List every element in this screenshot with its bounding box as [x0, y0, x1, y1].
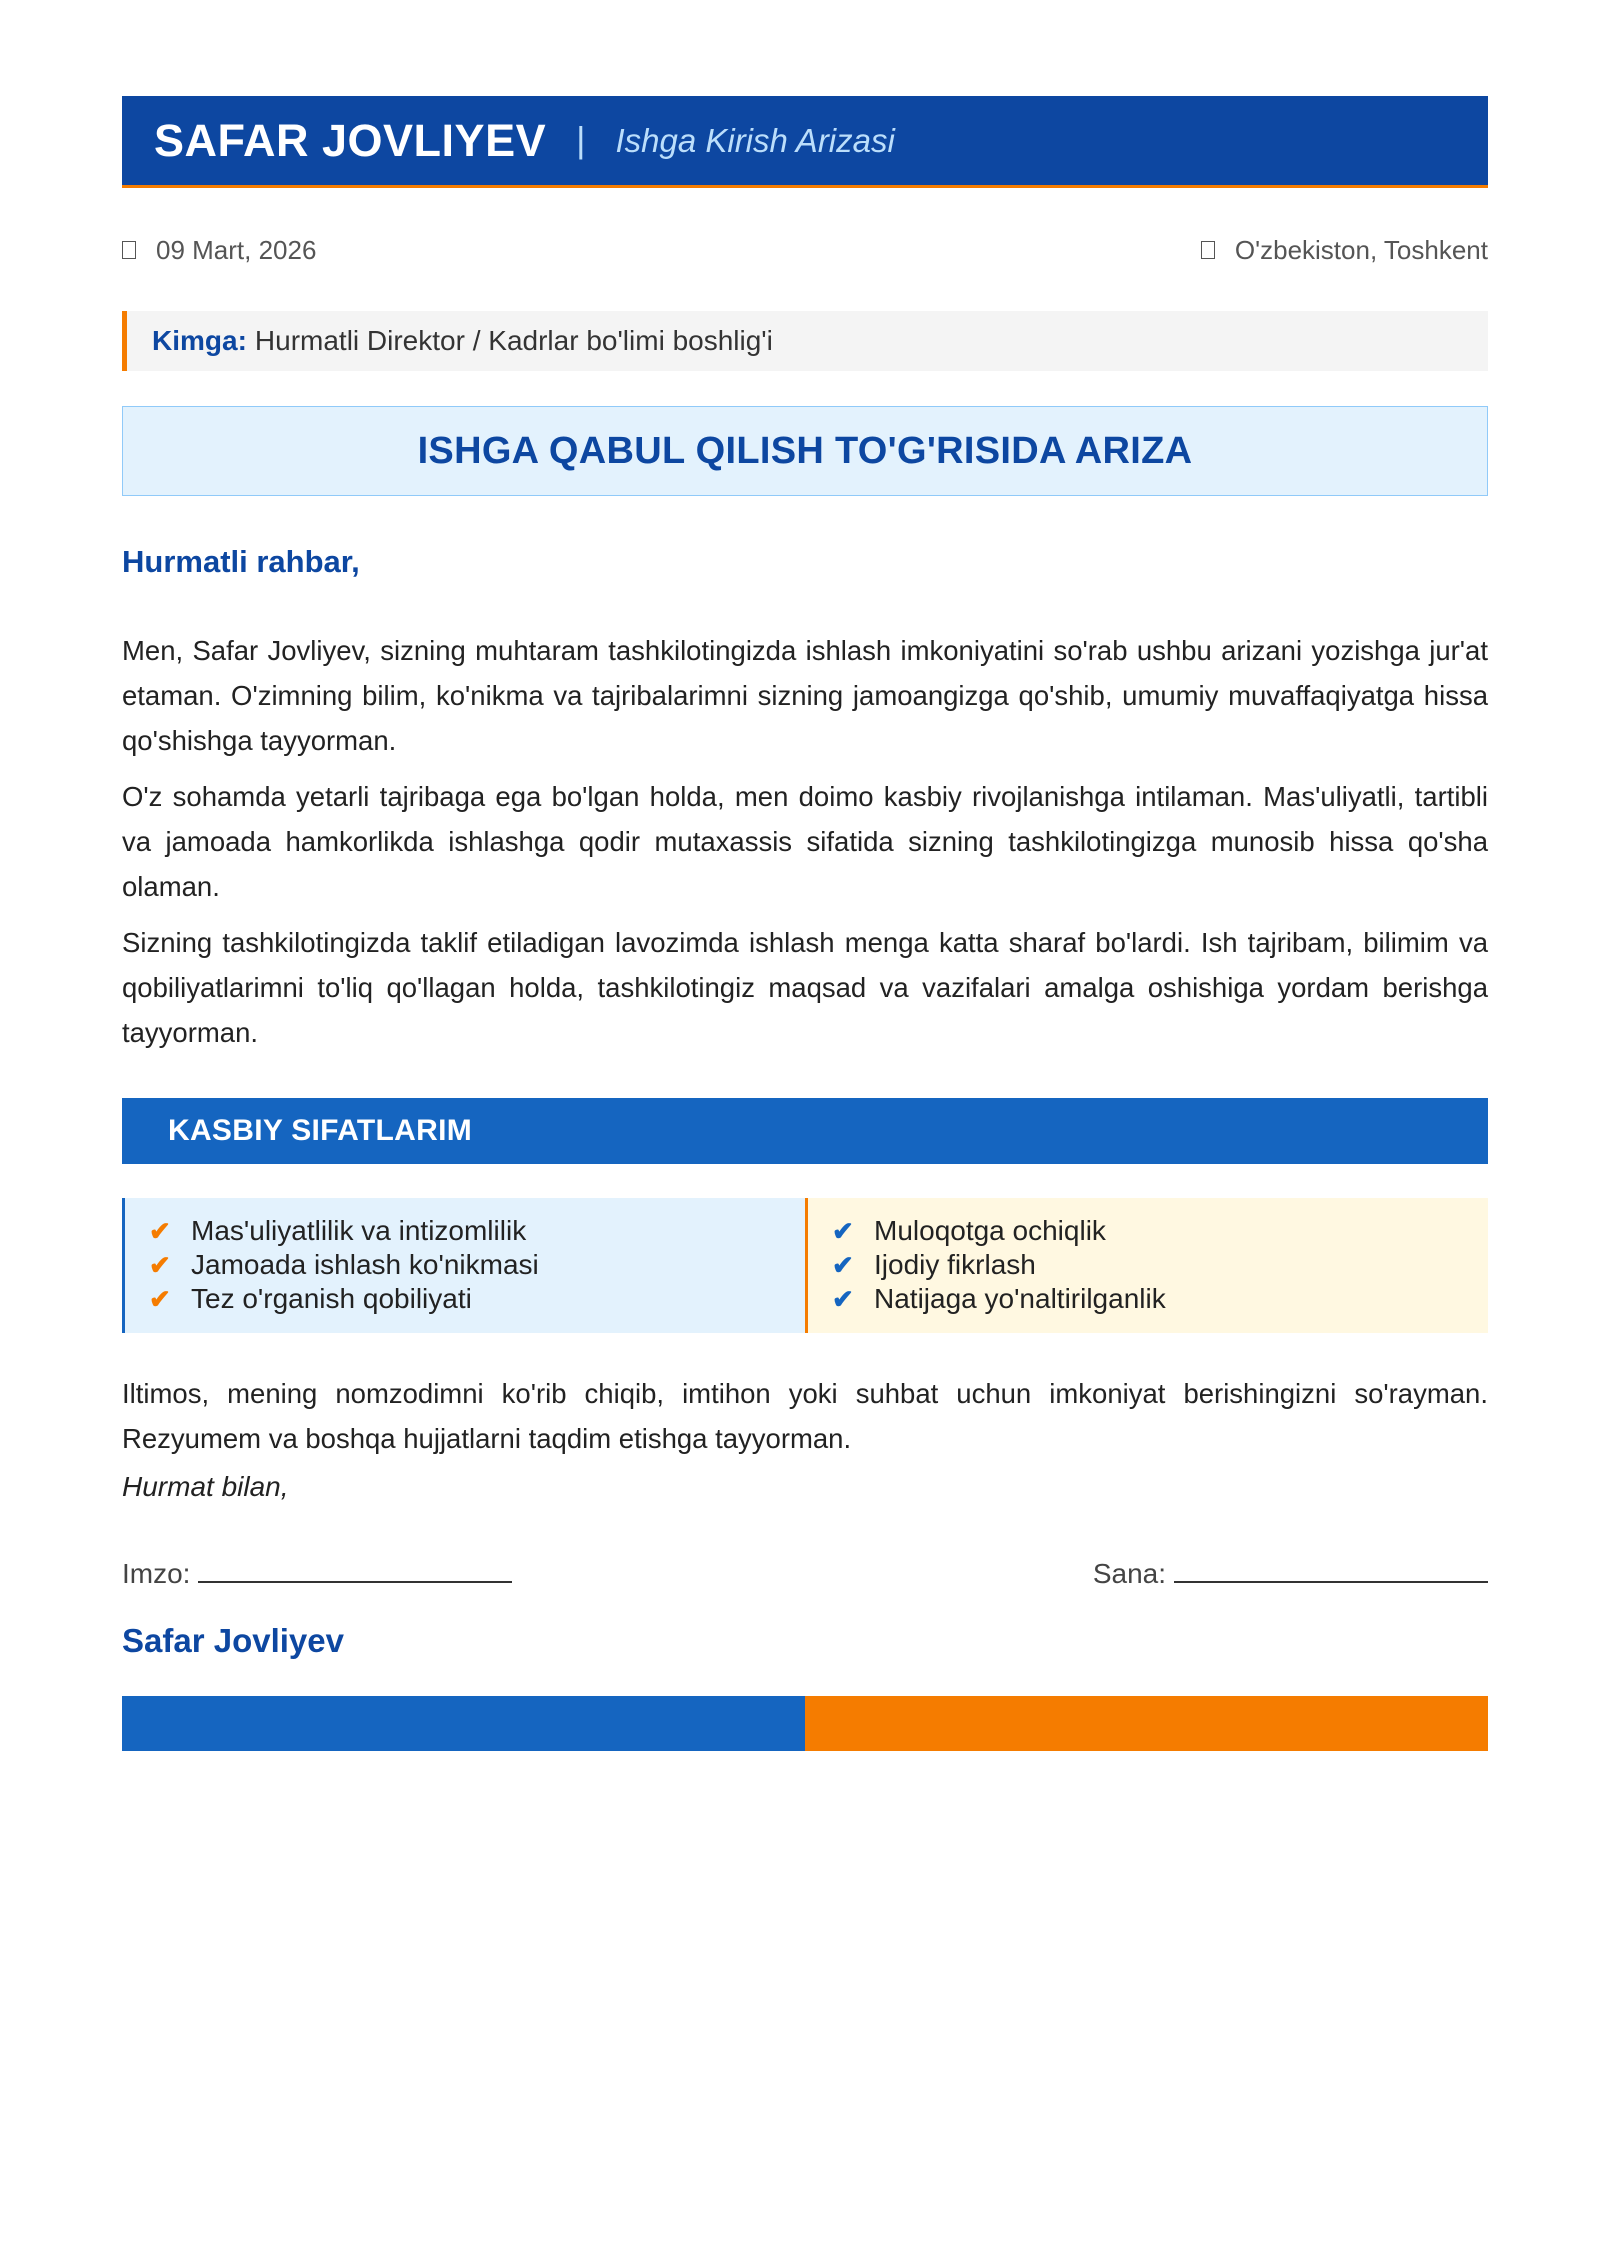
skills-column-left: [122, 1198, 805, 1333]
skill-label: Tez o'rganish qobiliyati: [191, 1283, 472, 1314]
recipient-label: Kimga:: [152, 325, 247, 356]
header-banner: [122, 96, 1488, 188]
signer-name: Safar Jovliyev: [122, 1622, 344, 1659]
document-date: 09 Mart, 2026: [156, 234, 317, 265]
skill-item: [832, 1248, 1488, 1282]
body-paragraph: Men, Safar Jovliyev, sizning muhtaram tashkilotingizda ishlash imkoniyatini so'rab ushbu arizani yozishga jur'at etaman. O'zimning bilim, ko'nikma va tajribalarimni sizning jamoangizga qo'shib, umumiy muvaffaqiyatga hissa qo'shishga tayyorman.: [122, 635, 1488, 756]
header-separator: |: [576, 118, 586, 160]
date-field: [1093, 1555, 1488, 1590]
location-icon: [1201, 241, 1215, 259]
title-box: [122, 406, 1488, 496]
skills-grid: [122, 1198, 1488, 1333]
check-icon: ✔: [832, 1249, 854, 1280]
skill-label: Ijodiy fikrlash: [874, 1249, 1036, 1280]
check-icon: ✔: [832, 1215, 854, 1246]
skills-section-title: KASBIY SIFATLARIM: [168, 1114, 473, 1147]
body-paragraph: O'z sohamda yetarli tajribaga ega bo'lgan holda, men doimo kasbiy rivojlanishga intilaman. Mas'uliyatli, tartibli va jamoada hamkorlikda ishlashga qodir mutaxassis sifatida sizning tashkilotingizga munosib hissa qo'sha olaman.: [122, 781, 1488, 902]
skill-label: Natijaga yo'naltirilganlik: [874, 1283, 1166, 1314]
check-icon: ✔: [149, 1215, 171, 1246]
skill-item: [149, 1282, 805, 1316]
check-icon: ✔: [832, 1283, 854, 1314]
recipient-value: Hurmatli Direktor / Kadrlar bo'limi boshlig'i: [254, 325, 773, 356]
date-item: [122, 235, 316, 266]
skill-item: [149, 1214, 805, 1248]
closing-regards: Hurmat bilan,: [122, 1471, 289, 1502]
skills-column-right: [805, 1198, 1488, 1333]
footer-bar-orange: [805, 1696, 1488, 1751]
recipient-box: [122, 311, 1488, 371]
check-icon: ✔: [149, 1283, 171, 1314]
date-label: Sana:: [1092, 1558, 1166, 1589]
body-paragraph: Sizning tashkilotingizda taklif etiladigan lavozimda ishlash menga katta sharaf bo'lardi. Ish tajribam, bilimim va qobiliyatlarimni to'liq qo'llagan holda, tashkilotingiz maqsad va vazifalari amalga oshishiga yordam berishga tayyorman.: [122, 927, 1488, 1048]
skill-item: [832, 1282, 1488, 1316]
date-line: [1174, 1555, 1488, 1583]
skill-item: [149, 1248, 805, 1282]
check-icon: ✔: [149, 1249, 171, 1280]
skill-label: Mas'uliyatlilik va intizomlilik: [191, 1215, 527, 1246]
document-title: ISHGA QABUL QILISH TO'G'RISIDA ARIZA: [417, 429, 1193, 472]
calendar-icon: [122, 241, 136, 259]
skill-label: Muloqotga ochiqlik: [874, 1215, 1106, 1246]
location-item: [1201, 235, 1488, 266]
skill-item: [832, 1214, 1488, 1248]
greeting: Hurmatli rahbar,: [122, 544, 360, 579]
footer-bar: [122, 1696, 1488, 1751]
document-subtitle: Ishga Kirish Arizasi: [615, 121, 895, 159]
footer-bar-blue: [122, 1696, 805, 1751]
application-letter: [122, 96, 1488, 1751]
applicant-name: SAFAR JOVLIYEV: [154, 114, 547, 166]
signature-field: [122, 1555, 512, 1590]
signature-line: [198, 1555, 512, 1583]
letter-body: [122, 628, 1488, 1055]
closing-section: [122, 1371, 1488, 1503]
document-location: O'zbekiston, Toshkent: [1234, 234, 1488, 265]
signature-row: [122, 1555, 1488, 1590]
skills-section-header: [122, 1098, 1488, 1164]
meta-row: [122, 232, 1488, 268]
closing-paragraph: Iltimos, mening nomzodimni ko'rib chiqib, imtihon yoki suhbat uchun imkoniyat berishingizni so'rayman. Rezyumem va boshqa hujjatlarni taqdim etishga tayyorman.: [122, 1378, 1488, 1454]
signature-label: Imzo:: [122, 1558, 191, 1589]
skill-label: Jamoada ishlash ko'nikmasi: [191, 1249, 539, 1280]
